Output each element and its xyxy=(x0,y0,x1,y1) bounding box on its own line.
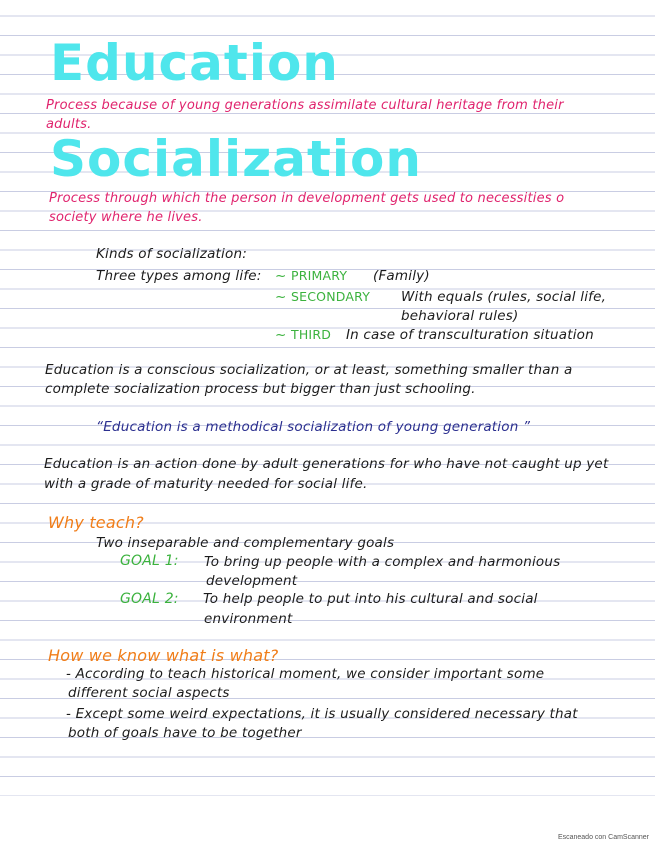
goal-1-text-line-2: development xyxy=(206,573,298,589)
kinds-heading: Kinds of socialization: xyxy=(96,246,247,262)
bullet-2-line-2: both of goals have to be together xyxy=(68,725,302,741)
education-title: Education xyxy=(50,34,339,92)
bullet-1-line-1: - According to teach historical moment, we consider important some xyxy=(66,666,545,682)
goal-1-label: GOAL 1: xyxy=(120,553,179,569)
page-margin-bottom xyxy=(0,796,655,848)
primary-tilde: ~ xyxy=(275,268,287,284)
primary-label: PRIMARY xyxy=(291,268,348,283)
primary-description: (Family) xyxy=(373,268,430,284)
paragraph-2-line-1: Education is an action done by adult generations for who have not caught up yet xyxy=(44,456,609,472)
socialization-definition-line-2: society where he lives. xyxy=(49,210,203,225)
paragraph-1-line-1: Education is a conscious socialization, or at least, something smaller than a xyxy=(45,362,573,378)
goal-2-label: GOAL 2: xyxy=(120,591,179,607)
secondary-label: SECONDARY xyxy=(291,289,371,304)
third-description: In case of transculturation situation xyxy=(346,327,594,343)
third-label: THIRD xyxy=(291,327,332,342)
scanner-watermark: Escaneado con CamScanner xyxy=(557,834,649,841)
why-teach-heading: Why teach? xyxy=(48,513,144,532)
how-we-know-heading: How we know what is what? xyxy=(48,646,279,665)
socialization-definition-line-1: Process through which the person in development gets used to necessities o xyxy=(49,191,565,206)
quote: “Education is a methodical socialization of young generation ” xyxy=(96,419,531,435)
paragraph-1-line-2: complete socialization process but bigger than just schooling. xyxy=(45,381,476,397)
socialization-title: Socialization xyxy=(50,130,422,188)
goal-2-text-line-1: To help people to put into his cultural and social xyxy=(203,591,538,607)
bullet-1-line-2: different social aspects xyxy=(68,685,230,701)
secondary-description-line-1: With equals (rules, social life, xyxy=(401,289,607,305)
secondary-tilde: ~ xyxy=(275,289,287,305)
goal-2-text-line-2: environment xyxy=(204,611,293,627)
education-definition-line-2: adults. xyxy=(46,117,92,132)
goal-1-text-line-1: To bring up people with a complex and harmonious xyxy=(204,554,561,570)
paragraph-2-line-2: with a grade of maturity needed for social life. xyxy=(44,476,368,492)
third-tilde: ~ xyxy=(275,327,287,343)
kinds-intro: Three types among life: xyxy=(96,268,262,284)
why-teach-intro: Two inseparable and complementary goals xyxy=(96,535,395,551)
bullet-2-line-1: - Except some weird expectations, it is usually considered necessary that xyxy=(66,706,578,722)
education-definition-line-1: Process because of young generations assimilate cultural heritage from their xyxy=(46,98,564,113)
secondary-description-line-2: behavioral rules) xyxy=(401,308,519,324)
